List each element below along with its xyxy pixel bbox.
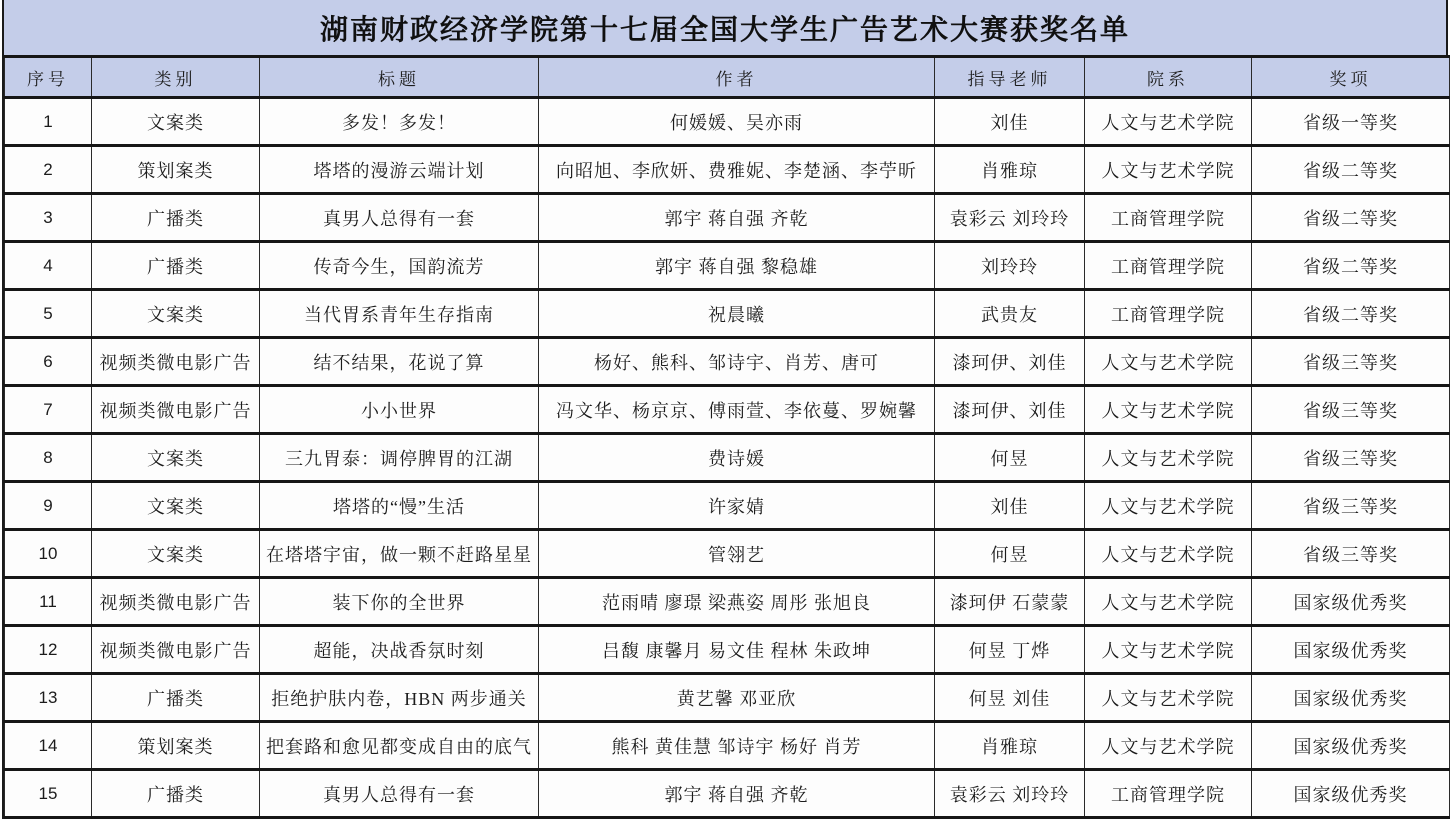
cell-title: 当代胃系青年生存指南 (260, 290, 539, 338)
cell-advisor: 武贵友 (935, 290, 1085, 338)
cell-department: 人文与艺术学院 (1085, 722, 1252, 770)
table-row (5, 242, 1450, 290)
cell-department: 工商管理学院 (1085, 290, 1252, 338)
cell-category: 视频类微电影广告 (92, 386, 260, 434)
cell-title: 装下你的全世界 (260, 578, 539, 626)
table-row (5, 194, 1450, 242)
cell-no: 3 (5, 194, 92, 242)
cell-title: 塔塔的“慢”生活 (260, 482, 539, 530)
cell-authors: 冯文华、杨京京、傅雨萱、李依蔓、罗婉馨 (539, 386, 935, 434)
cell-title: 拒绝护肤内卷，HBN 两步通关 (260, 674, 539, 722)
cell-title: 超能，决战香氛时刻 (260, 626, 539, 674)
column-header-authors: 作者 (539, 57, 935, 98)
table-row (5, 530, 1450, 578)
cell-no: 12 (5, 626, 92, 674)
cell-no: 9 (5, 482, 92, 530)
cell-category: 视频类微电影广告 (92, 338, 260, 386)
table-header-row (5, 57, 1450, 98)
column-header-title: 标题 (260, 57, 539, 98)
cell-authors: 何媛媛、吴亦雨 (539, 98, 935, 146)
cell-title: 塔塔的漫游云端计划 (260, 146, 539, 194)
cell-authors: 向昭旭、李欣妍、费雅妮、李楚涵、李苧昕 (539, 146, 935, 194)
cell-award: 省级二等奖 (1252, 290, 1450, 338)
column-header-award: 奖项 (1252, 57, 1450, 98)
cell-category: 广播类 (92, 194, 260, 242)
table-row (5, 578, 1450, 626)
cell-department: 人文与艺术学院 (1085, 626, 1252, 674)
cell-award: 省级二等奖 (1252, 242, 1450, 290)
cell-award: 省级三等奖 (1252, 530, 1450, 578)
cell-title: 在塔塔宇宙，做一颗不赶路星星 (260, 530, 539, 578)
cell-authors: 许家婧 (539, 482, 935, 530)
cell-advisor: 刘玲玲 (935, 242, 1085, 290)
column-header-category: 类别 (92, 57, 260, 98)
cell-category: 文案类 (92, 290, 260, 338)
cell-advisor: 刘佳 (935, 482, 1085, 530)
cell-advisor: 何昱 丁烨 (935, 626, 1085, 674)
cell-category: 文案类 (92, 434, 260, 482)
cell-award: 省级三等奖 (1252, 338, 1450, 386)
cell-authors: 祝晨曦 (539, 290, 935, 338)
cell-category: 策划案类 (92, 722, 260, 770)
cell-advisor: 何昱 (935, 434, 1085, 482)
cell-no: 10 (5, 530, 92, 578)
cell-title: 小小世界 (260, 386, 539, 434)
cell-no: 4 (5, 242, 92, 290)
cell-no: 6 (5, 338, 92, 386)
cell-award: 省级三等奖 (1252, 482, 1450, 530)
cell-category: 广播类 (92, 674, 260, 722)
cell-department: 人文与艺术学院 (1085, 674, 1252, 722)
table-row (5, 626, 1450, 674)
cell-award: 省级二等奖 (1252, 146, 1450, 194)
table-row (5, 722, 1450, 770)
cell-no: 7 (5, 386, 92, 434)
cell-title: 三九胃泰：调停脾胃的江湖 (260, 434, 539, 482)
cell-category: 视频类微电影广告 (92, 578, 260, 626)
cell-department: 人文与艺术学院 (1085, 578, 1252, 626)
cell-title: 把套路和愈见都变成自由的底气 (260, 722, 539, 770)
column-header-department: 院系 (1085, 57, 1252, 98)
cell-no: 14 (5, 722, 92, 770)
cell-department: 人文与艺术学院 (1085, 146, 1252, 194)
cell-category: 策划案类 (92, 146, 260, 194)
cell-advisor: 肖雅琼 (935, 146, 1085, 194)
cell-authors: 费诗媛 (539, 434, 935, 482)
cell-category: 视频类微电影广告 (92, 626, 260, 674)
column-header-no: 序号 (5, 57, 92, 98)
award-table (4, 55, 1450, 819)
cell-award: 国家级优秀奖 (1252, 626, 1450, 674)
cell-award: 省级三等奖 (1252, 386, 1450, 434)
cell-authors: 管翎艺 (539, 530, 935, 578)
cell-title: 多发！多发！ (260, 98, 539, 146)
cell-title: 真男人总得有一套 (260, 194, 539, 242)
table-row (5, 98, 1450, 146)
cell-no: 2 (5, 146, 92, 194)
cell-authors: 郭宇 蒋自强 齐乾 (539, 770, 935, 818)
cell-category: 文案类 (92, 98, 260, 146)
cell-advisor: 漆珂伊、刘佳 (935, 338, 1085, 386)
cell-department: 工商管理学院 (1085, 770, 1252, 818)
cell-authors: 杨好、熊科、邹诗宇、肖芳、唐可 (539, 338, 935, 386)
cell-no: 11 (5, 578, 92, 626)
cell-advisor: 刘佳 (935, 98, 1085, 146)
cell-category: 文案类 (92, 530, 260, 578)
cell-title: 真男人总得有一套 (260, 770, 539, 818)
cell-department: 工商管理学院 (1085, 242, 1252, 290)
cell-award: 省级一等奖 (1252, 98, 1450, 146)
cell-advisor: 袁彩云 刘玲玲 (935, 770, 1085, 818)
cell-award: 国家级优秀奖 (1252, 722, 1450, 770)
cell-advisor: 漆珂伊、刘佳 (935, 386, 1085, 434)
table-row (5, 482, 1450, 530)
cell-no: 1 (5, 98, 92, 146)
cell-authors: 郭宇 蒋自强 齐乾 (539, 194, 935, 242)
award-sheet (2, 0, 1448, 819)
cell-award: 国家级优秀奖 (1252, 770, 1450, 818)
column-header-advisor: 指导老师 (935, 57, 1085, 98)
cell-award: 国家级优秀奖 (1252, 674, 1450, 722)
cell-no: 15 (5, 770, 92, 818)
cell-award: 国家级优秀奖 (1252, 578, 1450, 626)
cell-advisor: 何昱 刘佳 (935, 674, 1085, 722)
table-row (5, 146, 1450, 194)
sheet-title-bar (4, 0, 1446, 55)
cell-authors: 黄艺馨 邓亚欣 (539, 674, 935, 722)
cell-department: 人文与艺术学院 (1085, 386, 1252, 434)
table-row (5, 674, 1450, 722)
cell-department: 人文与艺术学院 (1085, 98, 1252, 146)
cell-category: 广播类 (92, 770, 260, 818)
cell-authors: 熊科 黄佳慧 邹诗宇 杨好 肖芳 (539, 722, 935, 770)
cell-authors: 吕馥 康馨月 易文佳 程林 朱政坤 (539, 626, 935, 674)
cell-department: 人文与艺术学院 (1085, 530, 1252, 578)
cell-award: 省级三等奖 (1252, 434, 1450, 482)
cell-no: 8 (5, 434, 92, 482)
cell-authors: 郭宇 蒋自强 黎稳雄 (539, 242, 935, 290)
cell-advisor: 何昱 (935, 530, 1085, 578)
table-row (5, 434, 1450, 482)
table-row (5, 770, 1450, 818)
table-row (5, 290, 1450, 338)
page-title: 湖南财政经济学院第十七届全国大学生广告艺术大赛获奖名单 (319, 14, 1130, 46)
table-row (5, 338, 1450, 386)
cell-title: 结不结果，花说了算 (260, 338, 539, 386)
cell-department: 工商管理学院 (1085, 194, 1252, 242)
cell-no: 13 (5, 674, 92, 722)
cell-award: 省级二等奖 (1252, 194, 1450, 242)
cell-department: 人文与艺术学院 (1085, 434, 1252, 482)
cell-authors: 范雨晴 廖璟 梁燕姿 周彤 张旭良 (539, 578, 935, 626)
cell-no: 5 (5, 290, 92, 338)
cell-department: 人文与艺术学院 (1085, 338, 1252, 386)
cell-advisor: 漆珂伊 石蒙蒙 (935, 578, 1085, 626)
table-row (5, 386, 1450, 434)
cell-department: 人文与艺术学院 (1085, 482, 1252, 530)
cell-category: 广播类 (92, 242, 260, 290)
cell-category: 文案类 (92, 482, 260, 530)
cell-title: 传奇今生，国韵流芳 (260, 242, 539, 290)
cell-advisor: 肖雅琼 (935, 722, 1085, 770)
cell-advisor: 袁彩云 刘玲玲 (935, 194, 1085, 242)
